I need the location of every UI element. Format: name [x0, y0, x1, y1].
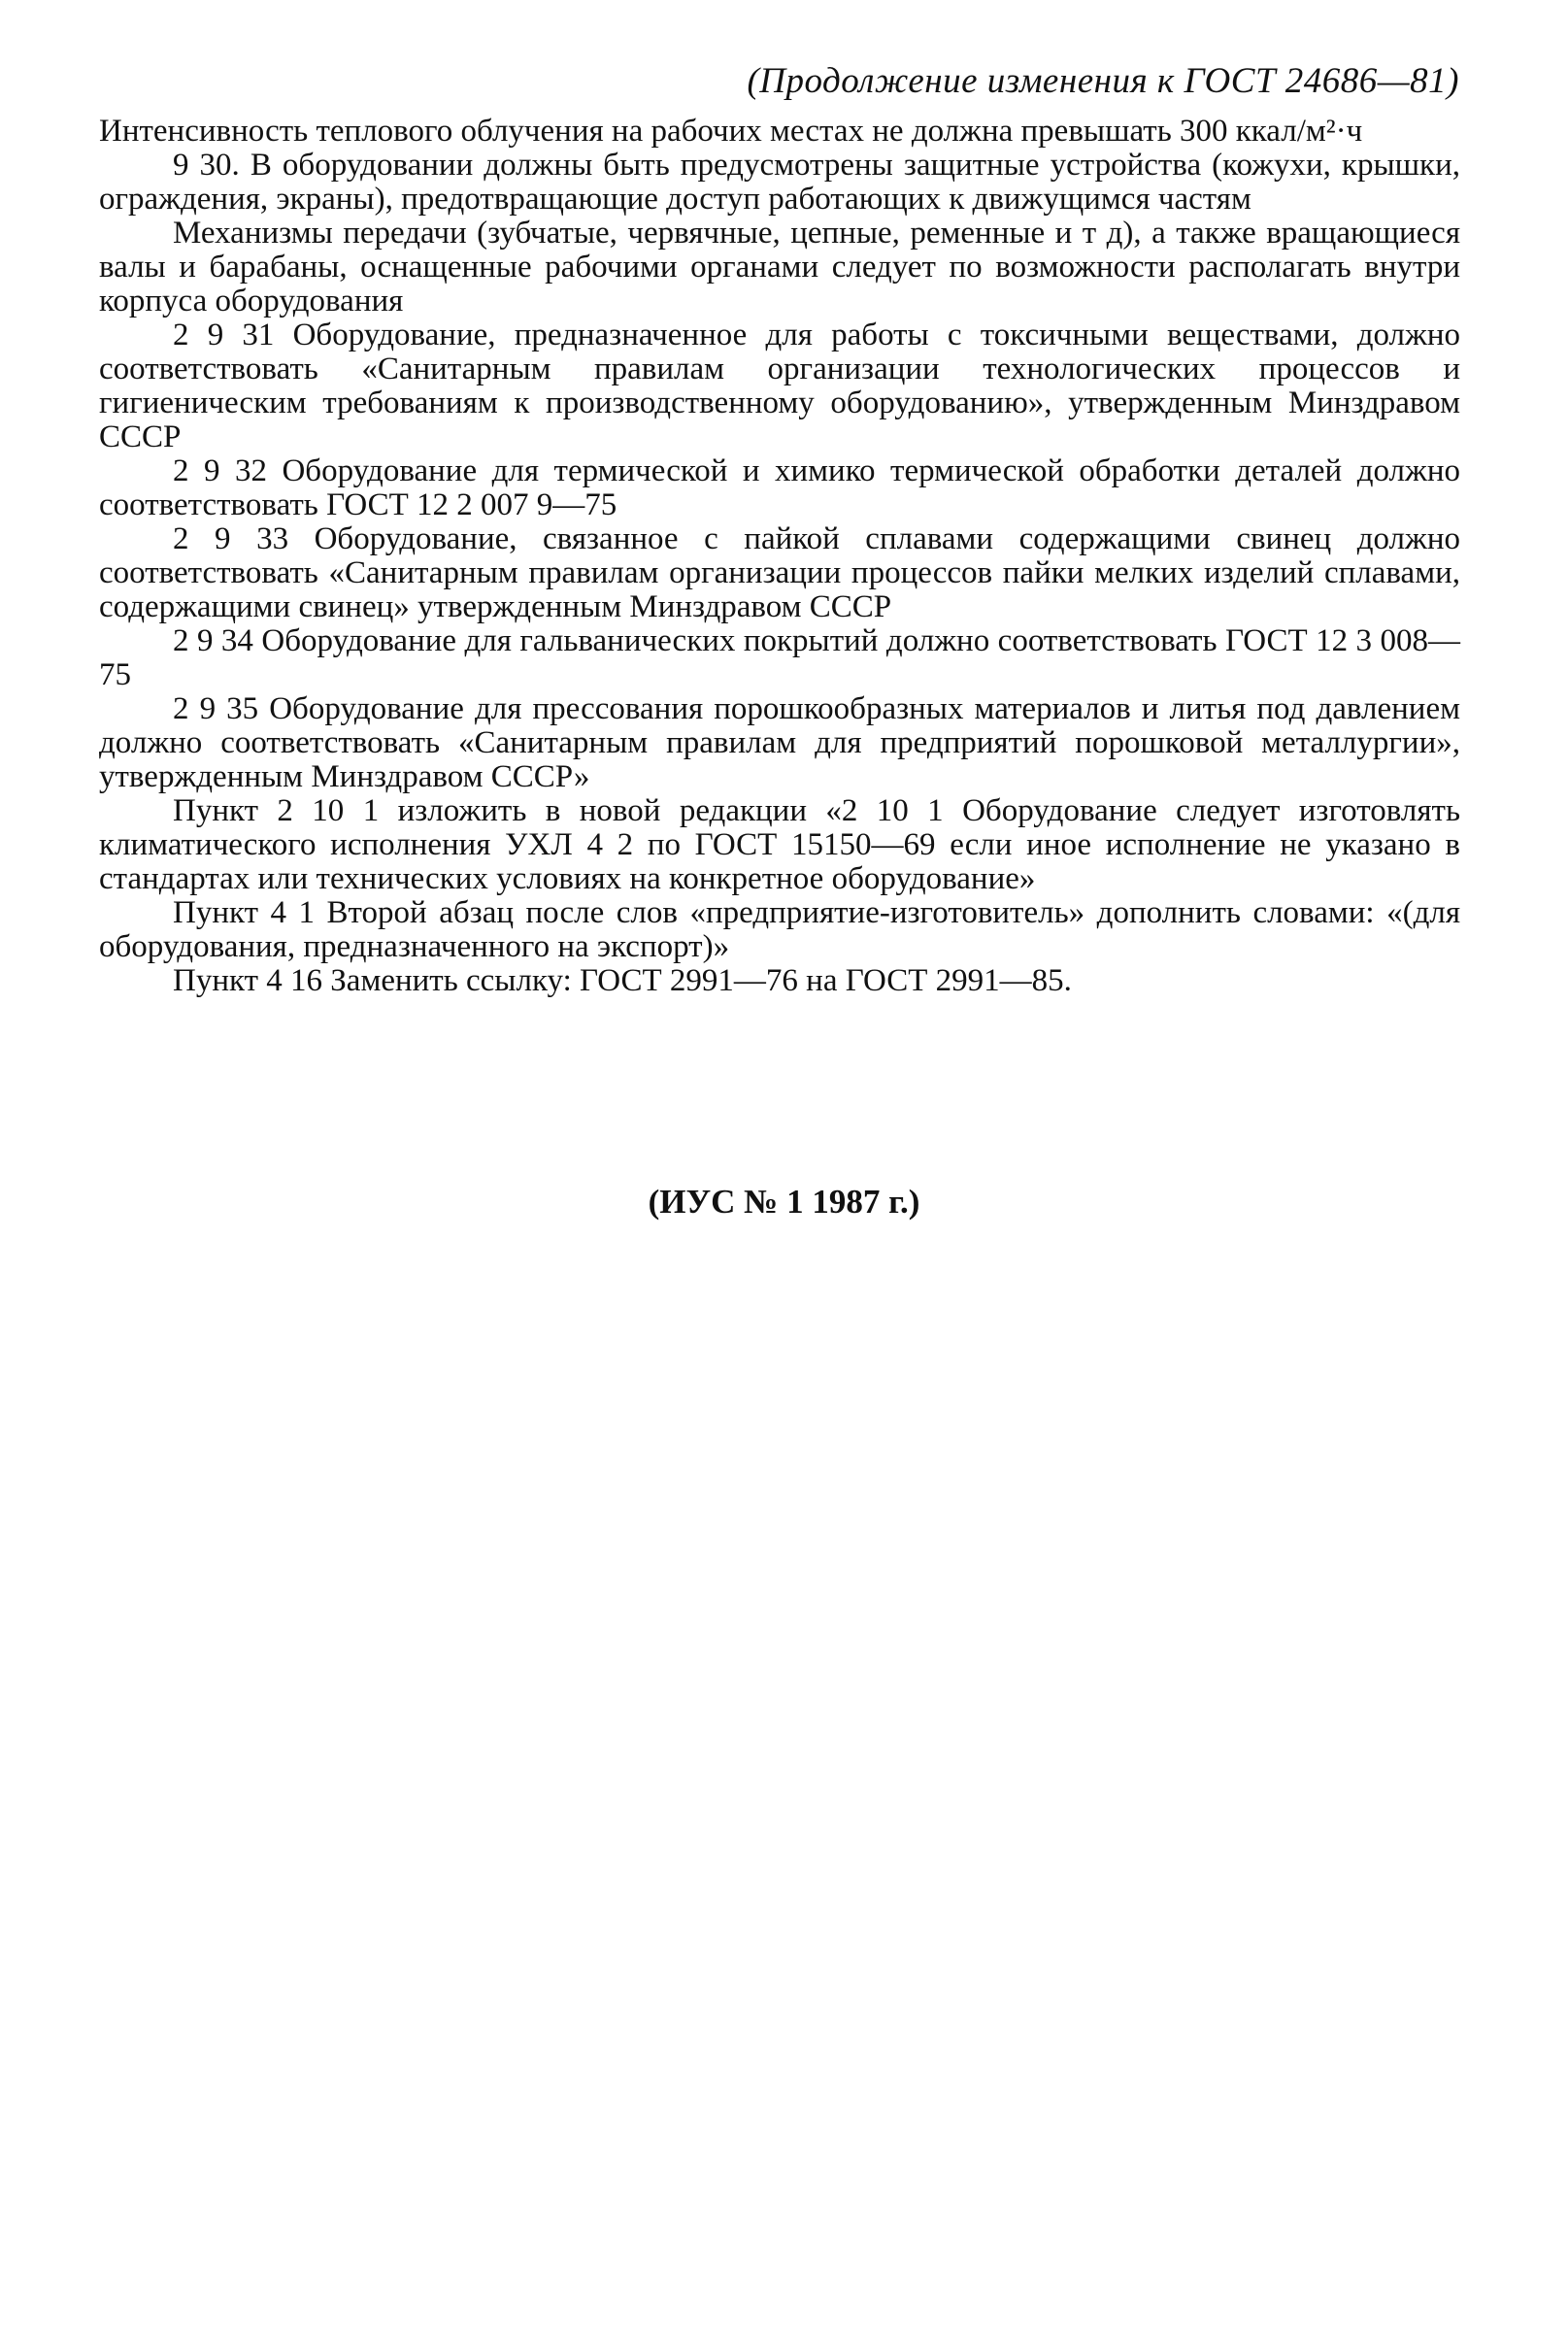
- body-text: [99, 115, 1460, 998]
- paragraph-2-9-32: 2 9 32 Оборудование для термической и химико термической обработки деталей должно соответствовать ГОСТ 12 2 007 9—75: [99, 453, 1460, 522]
- paragraph-item-4-16: Пункт 4 16 Заменить ссылку: ГОСТ 2991—76 на ГОСТ 2991—85.: [173, 963, 1072, 998]
- paragraph-transmission-mechanisms: Механизмы передачи (зубчатые, червячные, цепные, ременные и т д), а также вращающиеся валы и барабаны, оснащенные рабочими органами следует по возможности располагать внутри корпуса оборудования: [99, 216, 1460, 318]
- paragraph-item-2-10-1: Пункт 2 10 1 изложить в новой редакции «2 10 1 Оборудование следует изготовлять климатического исполнения УХЛ 4 2 по ГОСТ 15150—69 если иное исполнение не указано в стандартах или технических условиях на конкретное оборудование»: [99, 793, 1460, 896]
- paragraph-9-30: 9 30. В оборудовании должны быть предусмотрены защитные устройства (кожухи, крышки, ограждения, экраны), предотвращающие доступ работающих к движущимся частям: [99, 148, 1460, 217]
- paragraph-2-9-33: 2 9 33 Оборудование, связанное с пайкой сплавами содержащими свинец должно соответствовать «Санитарным правилам организации процессов пайки мелких изделий сплавами, содержащими свинец» утвержденным Минздравом СССР: [99, 521, 1460, 624]
- running-head: (Продолжение изменения к ГОСТ 24686—81): [747, 61, 1459, 101]
- paragraph-2-9-35: 2 9 35 Оборудование для прессования порошкообразных материалов и литья под давлением должно соответствовать «Санитарным правилам для предприятий порошковой металлургии», утвержденным Минздравом СССР»: [99, 691, 1460, 794]
- source-note: (ИУС № 1 1987 г.): [648, 1183, 920, 1221]
- paragraph-item-4-1: Пункт 4 1 Второй абзац после слов «предприятие-изготовитель» дополнить словами: «(для оборудования, предназначенного на экспорт)»: [99, 895, 1460, 964]
- paragraph-thermal-exposure: Интенсивность теплового облучения на рабочих местах не должна превышать 300 ккал/м²·ч: [99, 114, 1363, 149]
- paragraph-2-9-34: 2 9 34 Оборудование для гальванических покрытий должно соответствовать ГОСТ 12 3 008—75: [99, 623, 1460, 692]
- paragraph-2-9-31: 2 9 31 Оборудование, предназначенное для работы с токсичными веществами, должно соответствовать «Санитарным правилам организации технологических процессов и гигиеническим требованиям к производственному оборудованию», утвержденным Минздравом СССР: [99, 318, 1460, 454]
